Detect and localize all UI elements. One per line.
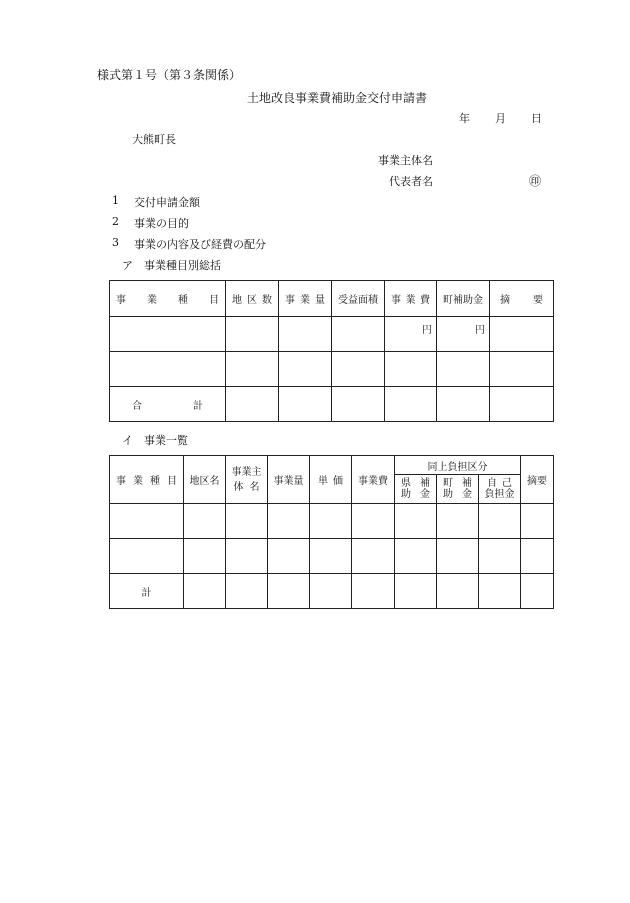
cell	[184, 504, 226, 539]
cell	[226, 504, 268, 539]
header-district-count: 地区数	[226, 281, 279, 317]
cell	[226, 387, 279, 422]
header-notes: 摘要	[521, 456, 554, 504]
cell	[479, 504, 521, 539]
table-row	[110, 504, 554, 539]
table-row	[110, 539, 554, 574]
header-entity-top: 事業主	[231, 466, 262, 478]
cell	[521, 574, 554, 609]
total-label: 計	[110, 574, 184, 609]
cell	[268, 539, 310, 574]
summary-table	[109, 280, 554, 422]
header-pref-subsidy	[395, 475, 437, 504]
header-type: 事業種目	[110, 281, 226, 317]
cell	[110, 539, 184, 574]
cell	[490, 317, 554, 352]
header-pref-top: 県補	[401, 478, 430, 489]
item-3-label: 事業の内容及び経費の配分	[134, 238, 266, 251]
header-town-bottom: 助金	[443, 489, 472, 500]
cell	[310, 539, 352, 574]
summary-header-row	[110, 281, 554, 317]
cell	[490, 387, 554, 422]
addressee: 大熊町長	[132, 133, 176, 146]
header-volume: 事業量	[268, 456, 310, 504]
header-entity-bottom: 体名	[233, 481, 266, 493]
header-town-top: 町補	[443, 478, 472, 489]
cell	[437, 352, 490, 387]
cell	[521, 539, 554, 574]
table-row	[110, 352, 554, 387]
date-year: 年	[459, 112, 470, 125]
cell	[437, 504, 479, 539]
header-notes: 摘要	[490, 281, 554, 317]
header-pref-bottom: 助金	[401, 489, 430, 500]
header-unit-price: 単価	[310, 456, 352, 504]
cell	[479, 539, 521, 574]
header-self-burden	[479, 475, 521, 504]
cell	[110, 317, 226, 352]
project-list-table	[109, 455, 554, 609]
header-entity	[226, 456, 268, 504]
cell	[352, 574, 395, 609]
cell	[437, 387, 490, 422]
cell	[110, 504, 184, 539]
cell	[352, 504, 395, 539]
header-town-subsidy: 町補助金	[437, 281, 490, 317]
header-self-top: 自己	[487, 478, 513, 489]
item-3-number: 3	[112, 236, 119, 249]
cell	[184, 574, 226, 609]
cell	[226, 574, 268, 609]
cell	[110, 352, 226, 387]
cell	[332, 317, 385, 352]
item-2-number: 2	[112, 215, 119, 228]
cell	[352, 539, 395, 574]
cell	[395, 539, 437, 574]
cell	[226, 539, 268, 574]
header-burden-group: 同上負担区分	[395, 456, 521, 475]
cell	[268, 504, 310, 539]
subsidy-unit-yen: 円	[437, 317, 490, 352]
list-total-row	[110, 574, 554, 609]
cell	[385, 387, 437, 422]
header-type: 事業種目	[110, 456, 184, 504]
cell	[310, 504, 352, 539]
header-cost: 事業費	[352, 456, 395, 504]
header-area: 受益面積	[332, 281, 385, 317]
cell	[279, 352, 332, 387]
cell	[395, 504, 437, 539]
item-2-label: 事業の目的	[134, 217, 189, 230]
cell	[521, 504, 554, 539]
summary-total-row	[110, 387, 554, 422]
list-header-row	[110, 456, 554, 475]
cell	[332, 387, 385, 422]
section-b-heading: イ 事業一覧	[122, 434, 188, 447]
cell	[310, 574, 352, 609]
cell	[332, 352, 385, 387]
cell	[385, 352, 437, 387]
item-1-label: 交付申請金額	[134, 196, 200, 209]
cell	[437, 539, 479, 574]
entity-name-label: 事業主体名	[378, 154, 433, 167]
cell	[395, 574, 437, 609]
date-month: 月	[495, 112, 506, 125]
header-district-name: 地区名	[184, 456, 226, 504]
header-town-subsidy	[437, 475, 479, 504]
representative-label: 代表者名	[389, 175, 433, 188]
cell	[268, 574, 310, 609]
table-row	[110, 317, 554, 352]
seal-mark: ㊞	[529, 174, 542, 188]
cell	[226, 352, 279, 387]
header-cost: 事業費	[385, 281, 437, 317]
section-a-heading: ア 事業種目別総括	[122, 259, 221, 272]
form-number: 様式第１号（第３条関係）	[97, 68, 242, 82]
cell	[226, 317, 279, 352]
cell	[279, 317, 332, 352]
date-day: 日	[531, 112, 542, 125]
document-title: 土地改良事業費補助金交付申請書	[247, 91, 428, 105]
total-label: 合計	[110, 387, 226, 422]
header-volume: 事業量	[279, 281, 332, 317]
item-1-number: 1	[112, 194, 119, 207]
cell	[437, 574, 479, 609]
cell	[490, 352, 554, 387]
cost-unit-yen: 円	[385, 317, 437, 352]
cell	[184, 539, 226, 574]
header-self-bottom: 負担金	[484, 489, 515, 500]
cell	[479, 574, 521, 609]
cell	[279, 387, 332, 422]
